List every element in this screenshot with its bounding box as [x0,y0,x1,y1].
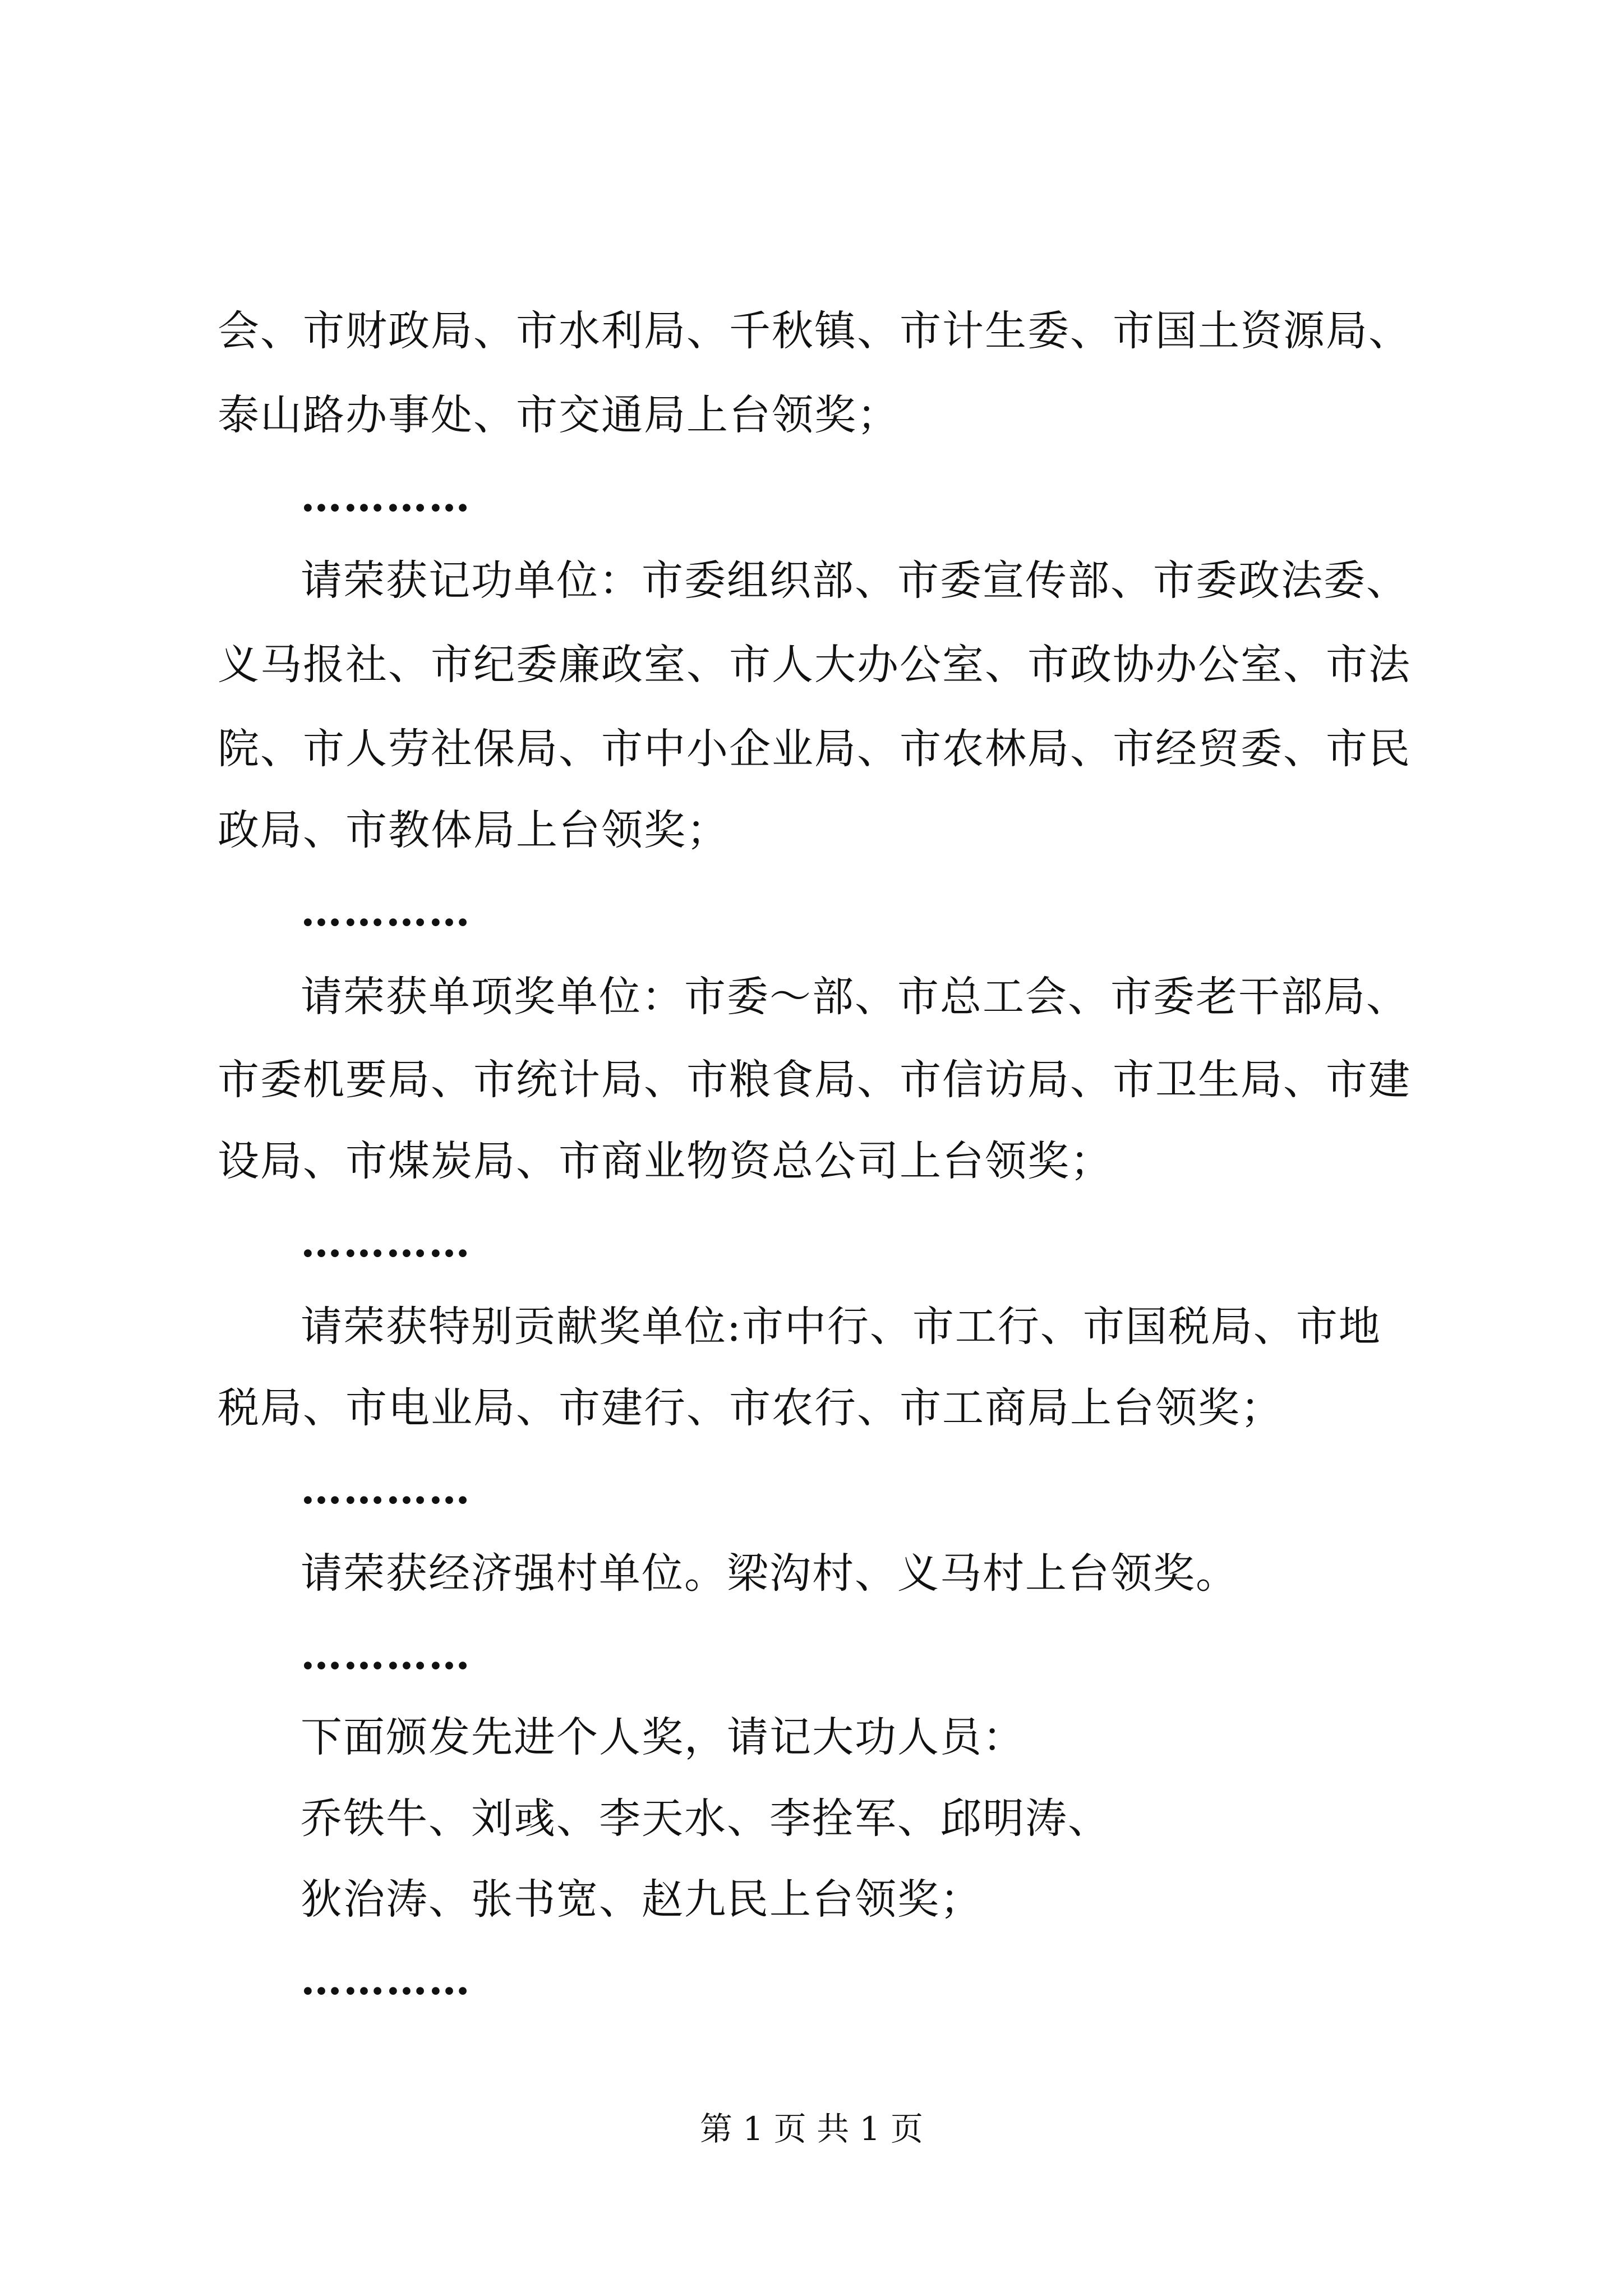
text-line-12: 请荣获经济强村单位。梁沟村、义马村上台领奖。 [301,1549,1238,1598]
text-line-7: 请荣获单项奖单位：市委～部、市总工会、市委老干部局、 [301,973,1409,1021]
text-line-4: 义马报社、市纪委廉政室、市人大办公室、市政协办公室、市法 [218,641,1411,689]
ellipsis-separator-4: ………… [301,1465,471,1513]
ellipsis-separator-2: ………… [301,887,471,936]
text-line-13: 下面颁发先进个人奖，请记大功人员： [301,1713,1025,1761]
ellipsis-separator-6: ………… [301,1956,471,2004]
text-line-6: 政局、市教体局上台领奖； [218,806,729,854]
text-line-3: 请荣获记功单位：市委组织部、市委宣传部、市委政法委、 [301,556,1409,605]
ellipsis-separator-3: ………… [301,1218,471,1267]
text-line-15: 狄治涛、张书宽、赵九民上台领奖； [301,1875,983,1924]
text-line-9: 设局、市煤炭局、市商业物资总公司上台领奖； [218,1137,1113,1185]
text-line-2: 泰山路办事处、市交通局上台领奖； [218,391,900,439]
page-footer: 第 1 页 共 1 页 [700,2110,923,2148]
text-line-5: 院、市人劳社保局、市中小企业局、市农林局、市经贸委、市民 [218,725,1411,773]
ellipsis-separator-5: ………… [301,1631,471,1679]
text-line-8: 市委机要局、市统计局、市粮食局、市信访局、市卫生局、市建 [218,1056,1411,1104]
text-line-1: 会、市财政局、市水利局、千秋镇、市计生委、市国土资源局、 [218,307,1411,355]
ellipsis-separator-1: ………… [301,473,471,521]
text-line-10: 请荣获特别贡献奖单位:市中行、市工行、市国税局、市地 [301,1303,1381,1351]
text-line-11: 税局、市电业局、市建行、市农行、市工商局上台领奖； [218,1384,1283,1432]
text-line-14: 乔铁牛、刘彧、李天水、李拴军、邱明涛、 [301,1795,1110,1843]
